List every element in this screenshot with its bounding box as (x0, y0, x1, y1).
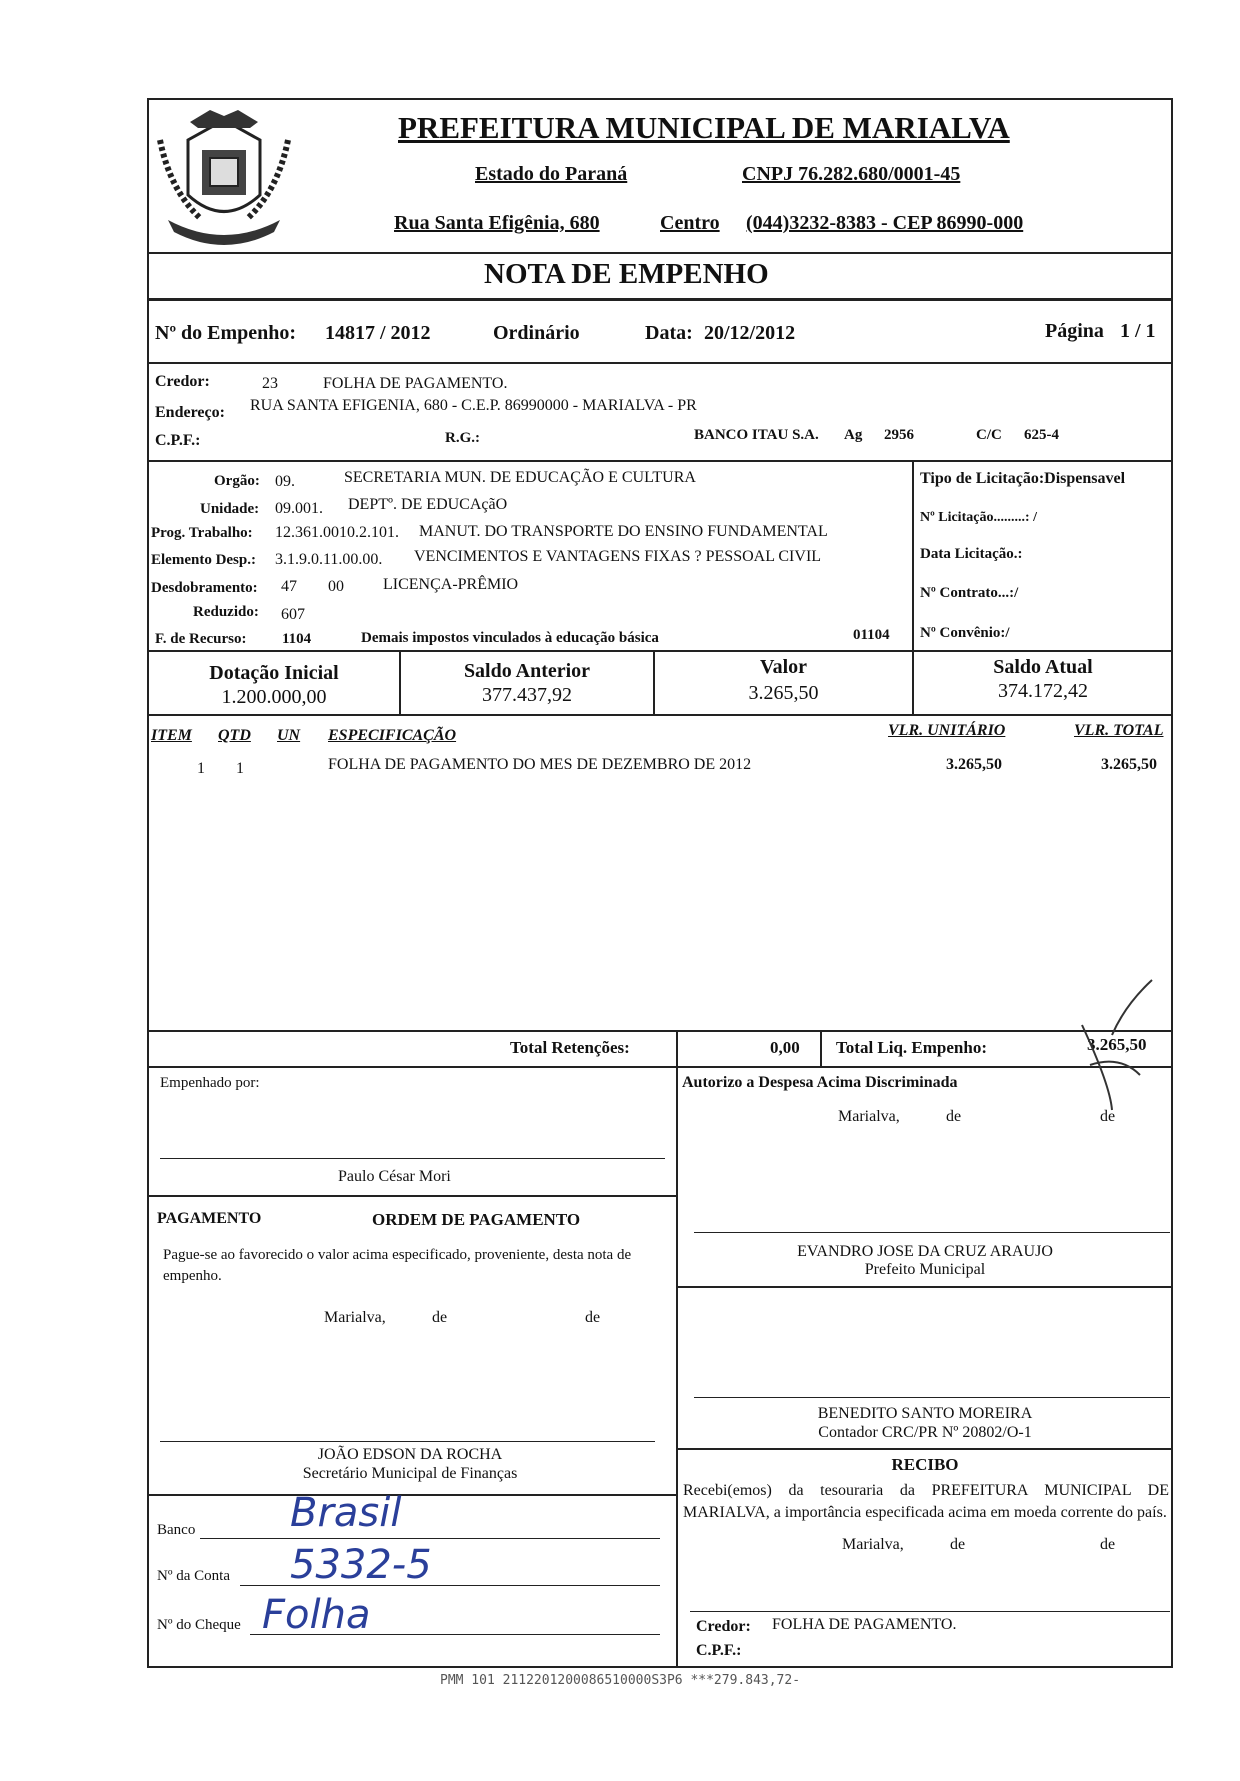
pagamento-text: Pague-se ao favorecido o valor acima especificado, proveniente, desta nota de empenho. (163, 1247, 632, 1284)
recibo-credor-value: FOLHA DE PAGAMENTO. (772, 1616, 957, 1633)
recurso-name: Demais impostos vinculados à educação básica (361, 630, 659, 646)
reduzido-label: Reduzido: (193, 604, 259, 620)
handwritten-check-mark (1080, 975, 1160, 1115)
rg-label: R.G.: (445, 430, 480, 446)
prog-label: Prog. Trabalho: (151, 525, 253, 541)
col-un: UN (277, 727, 301, 744)
phone-cep-label: (044)3232-8383 - CEP 86990-000 (746, 212, 1024, 234)
pagamento-de1: de (432, 1309, 448, 1326)
state-label: Estado do Paraná (475, 163, 628, 185)
financas-signer-name: JOÃO EDSON DA ROCHA (317, 1446, 503, 1463)
pagamento-de2: de (585, 1309, 601, 1326)
municipality-title: PREFEITURA MUNICIPAL DE MARIALVA (398, 110, 1010, 145)
cheque-handwritten: Folha (262, 1592, 371, 1638)
unidade-code: 09.001. (275, 500, 323, 517)
col-vlr-unitario: VLR. UNITÁRIO (888, 722, 1006, 739)
dotacao-value: 1.200.000,00 (221, 686, 327, 708)
licitacao-convenio: Nº Convênio:/ (920, 625, 1010, 641)
recurso-code: 1104 (282, 631, 312, 647)
retencoes-value: 0,00 (770, 1038, 800, 1057)
desdobramento-label: Desdobramento: (151, 580, 258, 596)
account-label: C/C (976, 427, 1002, 443)
licitacao-numero: Nº Licitação.........: / (920, 510, 1037, 525)
recibo-de1: de (950, 1536, 966, 1553)
row-especificacao: FOLHA DE PAGAMENTO DO MES DE DEZEMBRO DE 2012 (328, 756, 752, 773)
prefeito-title: Prefeito Municipal (864, 1261, 986, 1278)
pagamento-city: Marialva, (324, 1309, 386, 1326)
banco-handwritten: Brasil (290, 1490, 402, 1536)
licitacao-tipo (920, 470, 1125, 488)
desdobramento-sub: 00 (328, 578, 344, 595)
prog-code: 12.361.0010.2.101. (275, 524, 399, 541)
empenho-date: 20/12/2012 (704, 322, 796, 344)
cnpj-label: CNPJ 76.282.680/0001-45 (742, 163, 961, 185)
elemento-name: VENCIMENTOS E VANTAGENS FIXAS ? PESSOAL CIVIL (414, 548, 822, 565)
licitacao-tipo-text: Tipo de Licitação:Dispensavel (920, 470, 1126, 487)
recibo-label: RECIBO (891, 1455, 959, 1474)
empenho-number: 14817 / 2012 (325, 322, 431, 344)
cheque-label: Nº do Cheque (157, 1617, 241, 1633)
liq-empenho-value: 3.265,50 (1087, 1035, 1147, 1054)
page-label: Página (1045, 320, 1104, 342)
saldo-atual-label: Saldo Atual (993, 656, 1093, 678)
liq-empenho-label: Total Liq. Empenho: (836, 1038, 987, 1057)
agency-label: Ag (844, 427, 863, 443)
prefeito-name: EVANDRO JOSE DA CRUZ ARAUJO (797, 1243, 1053, 1260)
desdobramento-code: 47 (281, 578, 297, 595)
unidade-name: DEPTº. DE EDUCAçãO (348, 496, 508, 513)
saldo-atual-value: 374.172,42 (998, 680, 1088, 702)
recibo-de2: de (1100, 1536, 1116, 1553)
licitacao-contrato: Nº Contrato...:/ (920, 585, 1019, 601)
col-especificacao: ESPECIFICAÇÃO (328, 727, 457, 744)
pagamento-label: PAGAMENTO (157, 1210, 262, 1227)
row-item: 1 (197, 760, 205, 777)
coat-of-arms-icon (150, 100, 298, 250)
unidade-label: Unidade: (200, 501, 260, 517)
recibo-credor-label: Credor: (696, 1618, 751, 1635)
district-label: Centro (660, 212, 720, 234)
licitacao-data: Data Licitação.: (920, 546, 1023, 562)
cpf-label: C.P.F.: (155, 432, 201, 449)
credor-label: Credor: (155, 373, 210, 390)
reduzido-value: 607 (281, 606, 305, 623)
row-qtd: 1 (236, 760, 244, 777)
col-item: ITEM (151, 727, 192, 744)
contador-title: Contador CRC/PR Nº 20802/O-1 (818, 1424, 1032, 1441)
document-title: NOTA DE EMPENHO (484, 258, 769, 290)
col-vlr-total: VLR. TOTAL (1074, 722, 1164, 739)
desdobramento-name: LICENÇA-PRÊMIO (383, 576, 519, 593)
col-qtd: QTD (218, 727, 251, 744)
contador-name: BENEDITO SANTO MOREIRA (817, 1405, 1033, 1422)
credor-code: 23 (262, 375, 278, 392)
empenhado-label: Empenhado por: (160, 1075, 260, 1091)
orgao-label: Orgão: (214, 473, 260, 489)
valor-label: Valor (759, 656, 808, 678)
endereco-value: RUA SANTA EFIGENIA, 680 - C.E.P. 86990000 - MARIALVA - PR (250, 397, 697, 414)
empenho-type: Ordinário (493, 322, 580, 344)
autorizo-de2: de (1100, 1108, 1116, 1125)
bank-name: BANCO ITAU S.A. (694, 427, 819, 443)
recurso-label: F. de Recurso: (155, 631, 247, 647)
empenho-number-label: Nº do Empenho: (155, 322, 297, 344)
financas-signer-title: Secretário Municipal de Finanças (302, 1465, 518, 1482)
ordem-pagamento-label: ORDEM DE PAGAMENTO (372, 1210, 581, 1229)
elemento-label: Elemento Desp.: (151, 552, 256, 568)
page-number: 1 / 1 (1120, 320, 1156, 342)
dotacao-label: Dotação Inicial (209, 662, 339, 684)
recurso-ref: 01104 (853, 627, 890, 643)
autorizo-de1: de (946, 1108, 962, 1125)
address-label: Rua Santa Efigênia, 680 (394, 212, 600, 234)
orgao-name: SECRETARIA MUN. DE EDUCAÇÃO E CULTURA (344, 469, 696, 486)
retencoes-label: Total Retenções: (510, 1038, 630, 1057)
credor-name: FOLHA DE PAGAMENTO. (323, 375, 508, 392)
endereco-label: Endereço: (155, 404, 225, 421)
conta-label: Nº da Conta (157, 1568, 230, 1584)
prog-name: MANUT. DO TRANSPORTE DO ENSINO FUNDAMENTAL (419, 523, 828, 540)
banco-label: Banco (157, 1522, 196, 1538)
autorizo-city: Marialva, (838, 1108, 900, 1125)
agency-number: 2956 (884, 427, 914, 443)
empenhado-signer: Paulo César Mori (338, 1168, 451, 1185)
conta-handwritten: 5332-5 (290, 1542, 432, 1588)
recibo-city: Marialva, (842, 1536, 904, 1553)
autorizo-label: Autorizo a Despesa Acima Discriminada (682, 1074, 958, 1091)
orgao-code: 09. (275, 473, 295, 490)
elemento-code: 3.1.9.0.11.00.00. (275, 551, 383, 568)
recibo-text: Recebi(emos) da tesouraria da PREFEITURA MUNICIPAL DE MARIALVA, a importância especificada acima em moeda corrente do país. (683, 1482, 1169, 1521)
account-number: 625-4 (1024, 427, 1059, 443)
valor-value: 3.265,50 (748, 682, 819, 704)
recibo-cpf-label: C.P.F.: (696, 1642, 742, 1659)
row-vlr-total: 3.265,50 (1101, 756, 1157, 773)
footer-print-code: PMM 101 2112201200086510000S3P6 ***279.843,72- (440, 1673, 801, 1688)
saldo-anterior-label: Saldo Anterior (463, 660, 591, 682)
date-label: Data: (645, 322, 693, 344)
row-vlr-unitario: 3.265,50 (946, 756, 1002, 773)
saldo-anterior-value: 377.437,92 (482, 684, 572, 706)
